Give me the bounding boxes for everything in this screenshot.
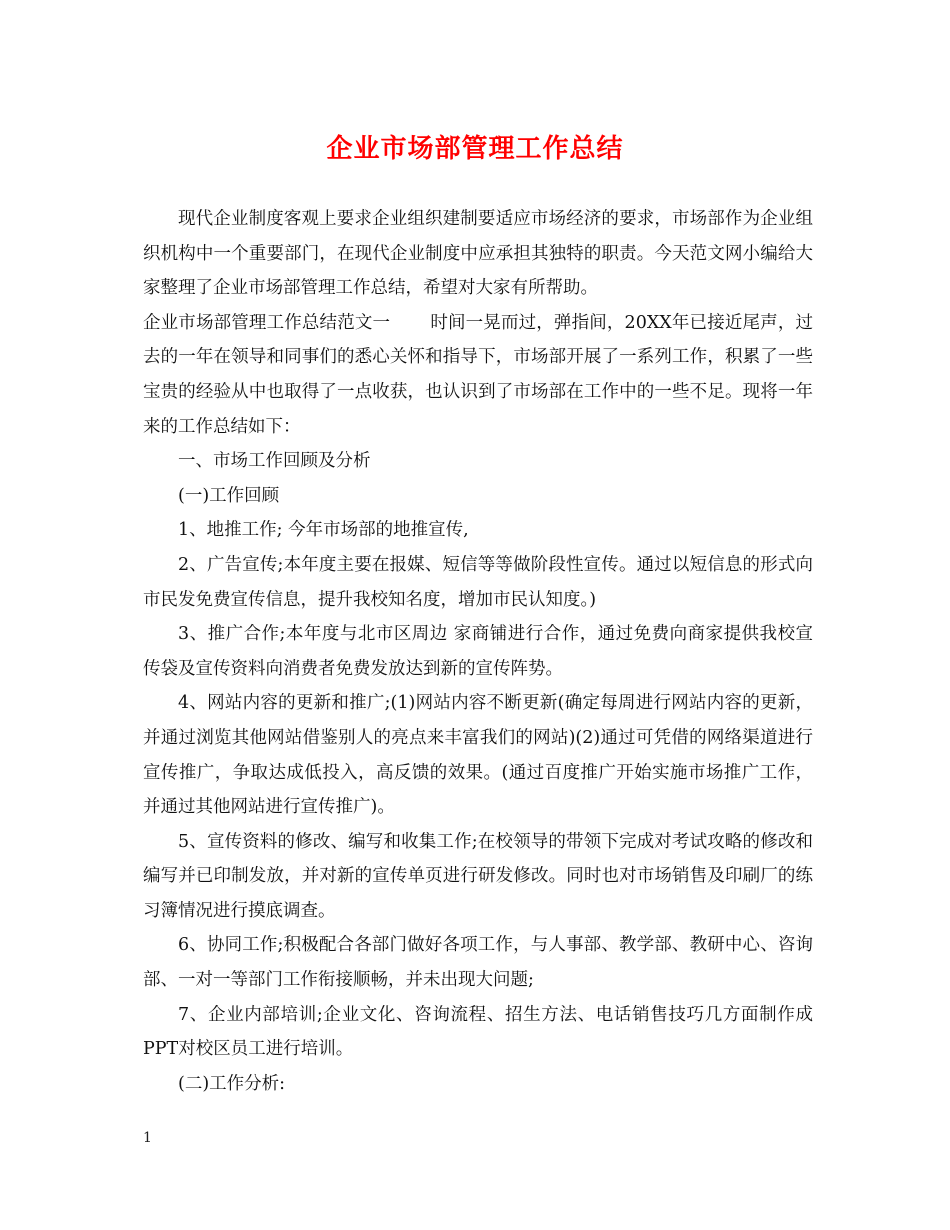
subsection-heading-1: (一)工作回顾 — [178, 485, 280, 506]
document-title: 企业市场部管理工作总结 — [326, 134, 624, 164]
sample-text: 时间一晃而过，弹指间，20XX年已接近尾声，过去的一年在领导和同事们的悉心关怀和指导下，市场部开展了一系列工作，积累了一些宝贵的经验从中也取得了一点收获，也认识到了市场部在工作中的一些不足。现将一年来的工作总结如下： — [143, 312, 813, 437]
subsection-heading-2: (二)工作分析: — [178, 1073, 286, 1094]
list-item: 2、广告宣传;本年度主要在报媒、短信等等做阶段性宣传。通过以短信息的形式向市民发免费宣传信息，提升我校知名度，增加市民认知度。) — [143, 554, 813, 610]
intro-paragraph: 现代企业制度客观上要求企业组织建制要适应市场经济的要求，市场部作为企业组织机构中一个重要部门，在现代企业制度中应承担其独特的职责。今天范文网小编给大家整理了企业市场部管理工作总结，希望对大家有所帮助。 — [143, 209, 813, 299]
list-item: 4、网站内容的更新和推广;(1)网站内容不断更新(确定每周进行网站内容的更新，并通过浏览其他网站借鉴别人的亮点来丰富我们的网站)(2)通过可凭借的网络渠道进行宣传推广，争取达成低投入，高反馈的效果。(通过百度推广开始实施市场推广工作，并通过其他网站进行宣传推广)。 — [143, 693, 813, 818]
sample-heading: 企业市场部管理工作总结范文一 — [143, 312, 391, 333]
list-item: 1、地推工作; 今年市场部的地推宣传, — [178, 520, 469, 541]
list-item: 5、宣传资料的修改、编写和收集工作;在校领导的带领下完成对考试攻略的修改和编写并已印制发放，并对新的宣传单页进行研发修改。同时也对市场销售及印刷厂的练习簿情况进行摸底调查。 — [143, 831, 813, 921]
document-body — [143, 202, 813, 1101]
list-item: 6、协同工作;积极配合各部门做好各项工作，与人事部、教学部、教研中心、咨询部、一对一等部门工作衔接顺畅，并未出现大问题; — [143, 935, 813, 991]
list-item: 3、推广合作;本年度与北市区周边 家商铺进行合作，通过免费向商家提供我校宣传袋及宣传资料向消费者免费发放达到新的宣传阵势。 — [143, 624, 813, 679]
sample-paragraph — [143, 306, 813, 444]
section-heading-1: 一、市场工作回顾及分析 — [178, 451, 371, 472]
list-item: 7、企业内部培训;企业文化、咨询流程、招生方法、电话销售技巧几方面制作成PPT对校区员工进行培训。 — [143, 1004, 813, 1060]
page-number: 1 — [143, 1130, 152, 1146]
